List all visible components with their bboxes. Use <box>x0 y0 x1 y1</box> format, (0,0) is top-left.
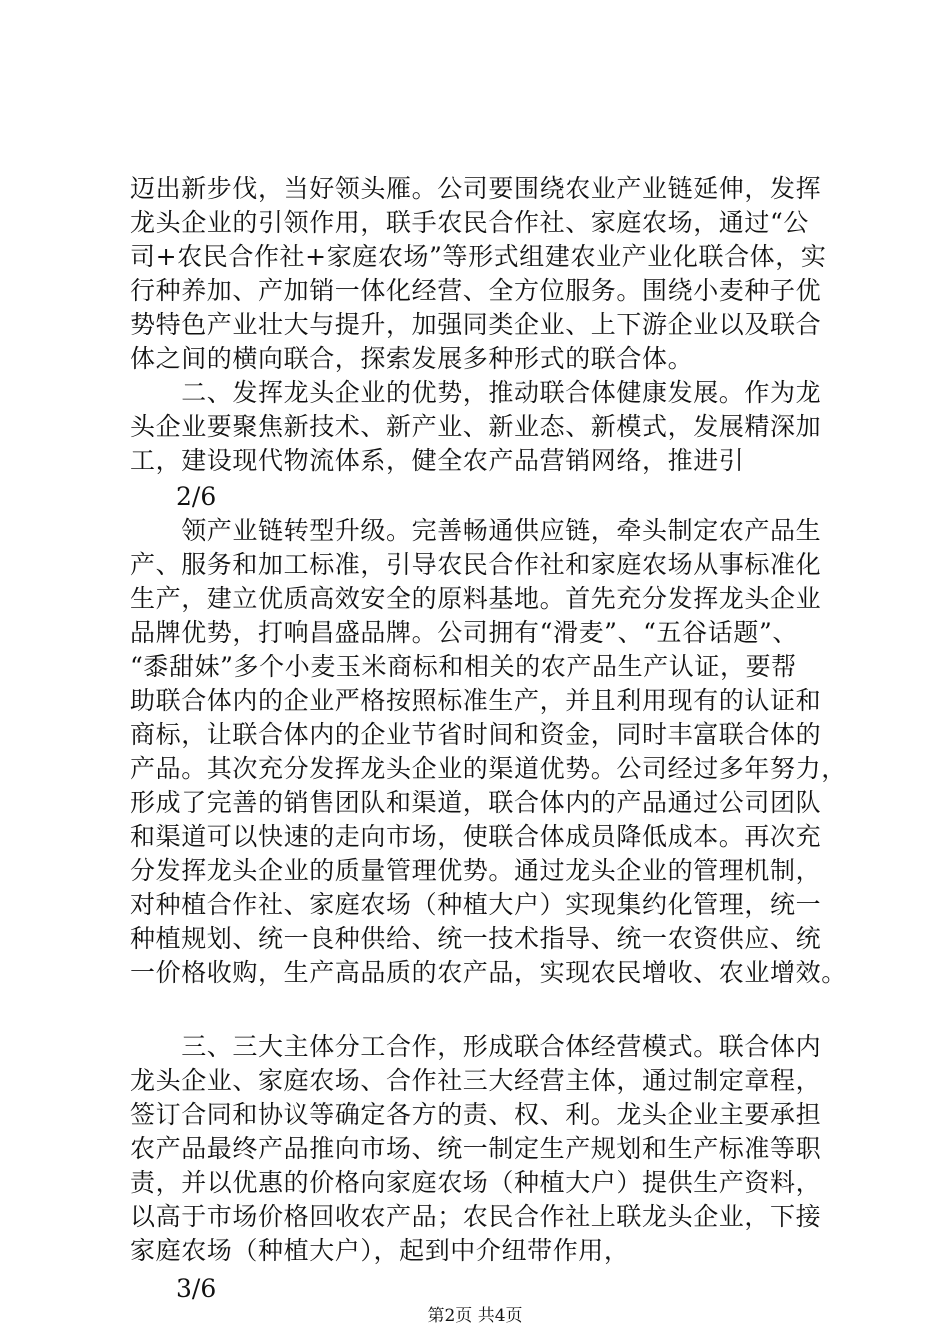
text-line: 产品。其次充分发挥龙头企业的渠道优势。公司经过多年努力， <box>130 754 847 783</box>
text-line: 产、服务和加工标准，引导农民合作社和家庭农场从事标准化 <box>130 550 822 579</box>
text-line: 二、发挥龙头企业的优势，推动联合体健康发展。作为龙 <box>130 378 822 407</box>
text-line: 龙头企业、家庭农场、合作社三大经营主体，通过制定章程， <box>130 1066 822 1095</box>
text-line: 种植规划、统一良种供给、统一技术指导、统一农资供应、统 <box>130 924 822 953</box>
text-line: 家庭农场（种植大户），起到中介纽带作用， <box>130 1236 630 1265</box>
text-line: 签订合同和协议等确定各方的责、权、利。龙头企业主要承担 <box>130 1100 822 1129</box>
page-marker: 3/6 <box>176 1274 217 1303</box>
text-line: 助联合体内的企业严格按照标准生产，并且利用现有的认证和 <box>130 686 822 715</box>
text-line: 以高于市场价格回收农产品；农民合作社上联龙头企业，下接 <box>130 1202 822 1231</box>
text-line: 工，建设现代物流体系，健全农产品营销网络，推进引 <box>130 446 745 475</box>
text-line: 势特色产业壮大与提升，加强同类企业、上下游企业以及联合 <box>130 310 822 339</box>
text-line: 司+农民合作社+家庭农场”等形式组建农业产业化联合体，实 <box>130 242 827 271</box>
text-line: 品牌优势，打响昌盛品牌。公司拥有“滑麦”、“五谷话题”、 <box>130 618 798 647</box>
text-line: 农产品最终产品推向市场、统一制定生产规划和生产标准等职 <box>130 1134 822 1163</box>
text-line: 和渠道可以快速的走向市场，使联合体成员降低成本。再次充 <box>130 822 822 851</box>
text-line: 生产，建立优质高效安全的原料基地。首先充分发挥龙头企业 <box>130 584 822 613</box>
text-line: “黍甜妹”多个小麦玉米商标和相关的农产品生产认证，要帮 <box>130 652 797 681</box>
text-line: 领产业链转型升级。完善畅通供应链，牵头制定农产品生 <box>130 516 822 545</box>
text-line: 迈出新步伐，当好领头雁。公司要围绕农业产业链延伸，发挥 <box>130 174 822 203</box>
text-line: 分发挥龙头企业的质量管理优势。通过龙头企业的管理机制， <box>130 856 822 885</box>
text-line: 形成了完善的销售团队和渠道，联合体内的产品通过公司团队 <box>130 788 822 817</box>
page-footer: 第2页 共4页 <box>427 1306 523 1326</box>
text-line: 责，并以优惠的价格向家庭农场（种植大户）提供生产资料， <box>130 1168 822 1197</box>
text-line: 行种养加、产加销一体化经营、全方位服务。围绕小麦种子优 <box>130 276 822 305</box>
text-line: 一价格收购，生产高品质的农产品，实现农民增收、农业增效。 <box>130 958 847 987</box>
page-marker: 2/6 <box>176 482 217 511</box>
text-line: 头企业要聚焦新技术、新产业、新业态、新模式，发展精深加 <box>130 412 822 441</box>
text-line: 对种植合作社、家庭农场（种植大户）实现集约化管理，统一 <box>130 890 822 919</box>
text-line: 商标，让联合体内的企业节省时间和资金，同时丰富联合体的 <box>130 720 822 749</box>
text-line: 龙头企业的引领作用，联手农民合作社、家庭农场，通过“公 <box>130 208 809 237</box>
text-line: 体之间的横向联合，探索发展多种形式的联合体。 <box>130 344 694 373</box>
text-line: 三、三大主体分工合作，形成联合体经营模式。联合体内 <box>130 1032 822 1061</box>
